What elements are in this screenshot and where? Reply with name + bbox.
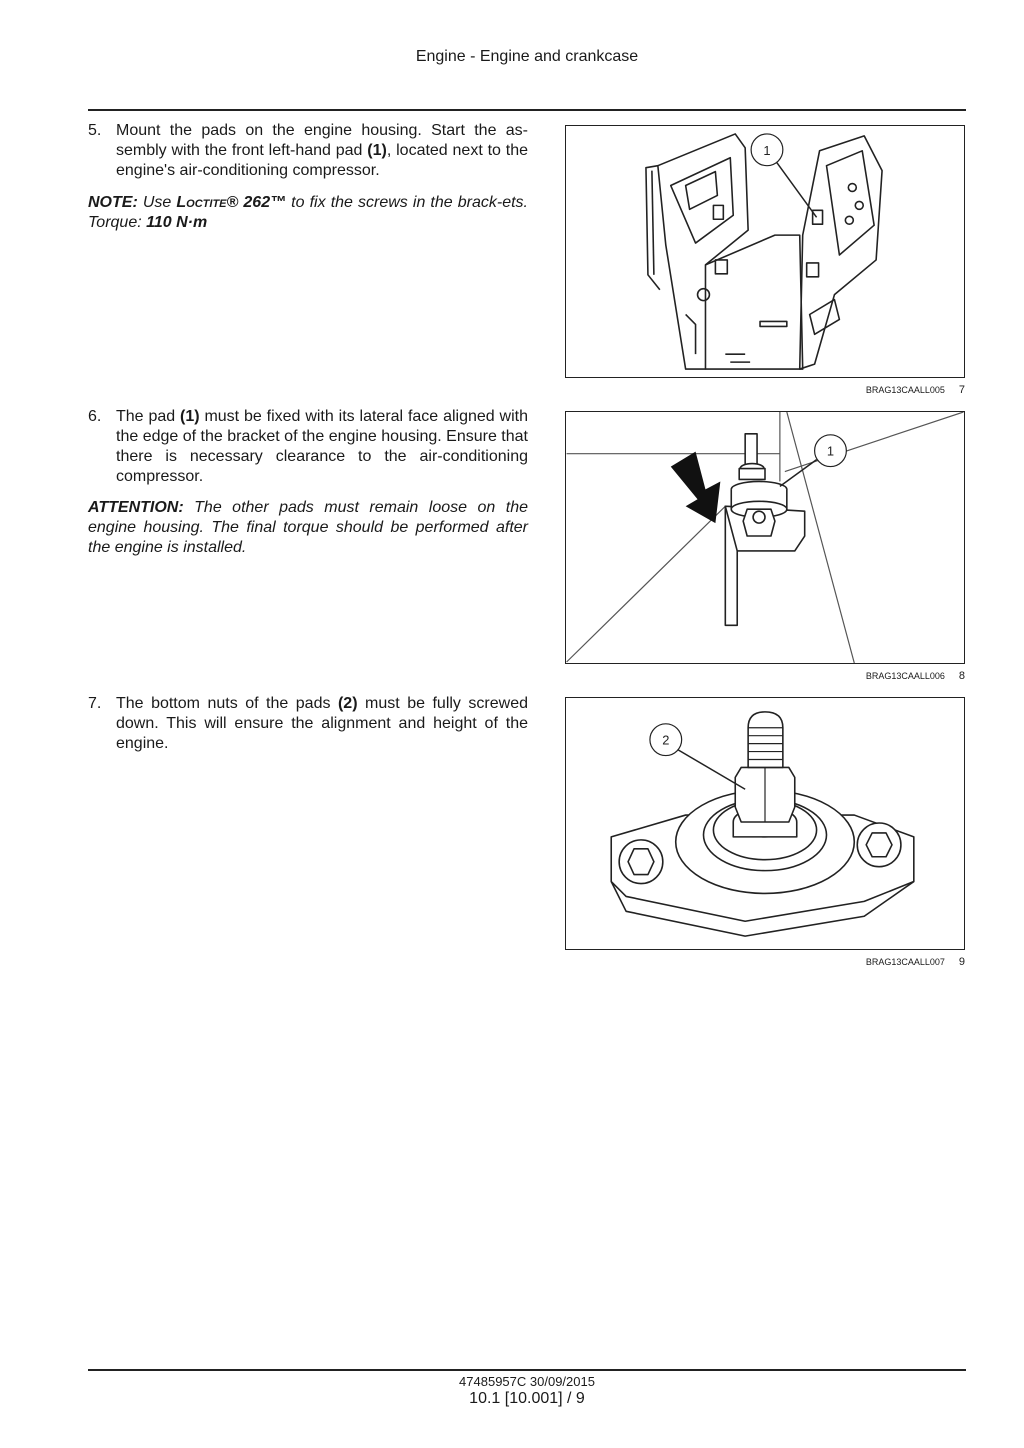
- pad-alignment-drawing: [566, 412, 964, 663]
- figure-code: BRAG13CAALL007: [865, 957, 945, 967]
- figure-7-engine-housing: [565, 125, 965, 378]
- figure-8-caption: [565, 670, 965, 682]
- step-text: The bottom nuts of the pads (2) must be fully screwed down. This will ensure the alignment and height of the engine.: [116, 695, 528, 752]
- step-text: The pad (1) must be fixed with its lateral face aligned with the edge of the bracket of the engine housing. Ensure that there is necessary clearance to the air-conditioning compressor.: [116, 408, 529, 485]
- product-name: Loctite: [176, 194, 227, 211]
- attention-label: ATTENTION:: [88, 499, 184, 516]
- footer-divider: [88, 1369, 966, 1371]
- step-number: 5.: [88, 122, 102, 139]
- callout-label: 1: [826, 443, 835, 459]
- page-header-title: Engine - Engine and crankcase: [415, 48, 639, 65]
- figure-number: 9: [958, 956, 965, 968]
- footer-page-number: 10.1 [10.001] / 9: [469, 1390, 585, 1407]
- pad-bottom-nut-drawing: [566, 698, 964, 949]
- step-6: [88, 407, 528, 487]
- figure-7-caption: [565, 384, 965, 396]
- step-text: Mount the pads on the engine housing. Start the as-sembly with the front left-hand pad (1), located next to the engine's air-conditioning compressor.: [116, 122, 528, 179]
- figure-number: 7: [958, 384, 965, 396]
- figure-code: BRAG13CAALL006: [865, 671, 945, 681]
- engine-housing-drawing: [566, 126, 964, 377]
- callout-label: 2: [662, 732, 670, 748]
- pointer-arrow-icon: [671, 452, 721, 523]
- figure-code: BRAG13CAALL005: [865, 385, 945, 395]
- step-7: [88, 694, 528, 754]
- header-divider: [88, 109, 966, 111]
- step-number: 7.: [88, 695, 102, 712]
- figure-8-pad-alignment: [565, 411, 965, 664]
- step-5: [88, 121, 528, 181]
- figure-9-pad-bottom-nut: [565, 697, 965, 950]
- figure-number: 8: [958, 670, 965, 682]
- attention-block: ATTENTION: The other pads must remain loose on the engine housing. The final torque should be performed after the engine is installed.: [88, 499, 528, 556]
- footer-document-reference: 47485957C 30/09/2015: [459, 1374, 595, 1389]
- callout-label: 1: [763, 142, 771, 158]
- figure-9-caption: [565, 956, 965, 968]
- torque-value: 110 N·m: [146, 214, 208, 231]
- note-label: NOTE:: [88, 194, 138, 211]
- step-number: 6.: [88, 408, 102, 425]
- note-block: NOTE: Use Loctite® 262™ to fix the screws in the brack-ets. Torque: 110 N·m: [88, 194, 528, 231]
